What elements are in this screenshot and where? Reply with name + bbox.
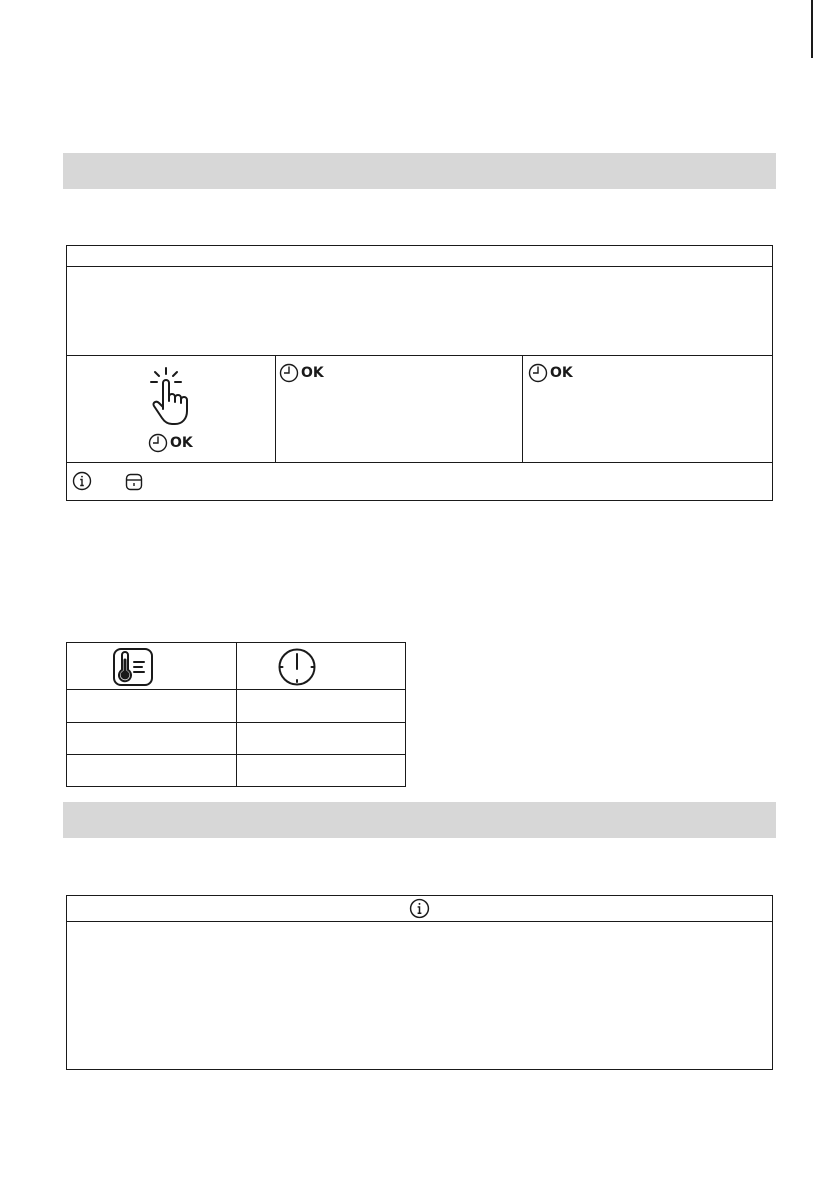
table-divider [67,689,405,690]
procedure-table [66,245,773,501]
info-icon [72,471,92,491]
table-divider [522,355,523,462]
table-divider [67,722,405,723]
timer-icon [528,363,548,383]
table-divider [67,355,772,356]
section-header-bar-2 [63,802,776,838]
ok-key-label: OK [170,435,193,451]
info-icon [409,898,430,919]
temperature-time-table [66,642,406,787]
table-divider [236,643,237,786]
table-divider [67,266,772,267]
timer-icon [148,433,168,453]
ok-key-label: OK [301,365,324,381]
ok-key-label: OK [550,365,573,381]
touch-hand-icon [147,367,193,427]
clock-icon [277,647,317,687]
table-divider [67,462,772,463]
timer-ok-key-3 [528,363,573,383]
page-edge-marker [811,0,813,58]
table-divider [275,355,276,462]
thermometer-icon [111,647,155,687]
lock-icon [124,472,144,492]
timer-ok-key-2 [279,363,324,383]
timer-ok-key-1 [148,433,193,453]
section-header-bar-1 [63,153,776,189]
table-divider [67,754,405,755]
table-divider [67,921,772,922]
timer-icon [279,363,299,383]
info-table [66,895,773,1070]
